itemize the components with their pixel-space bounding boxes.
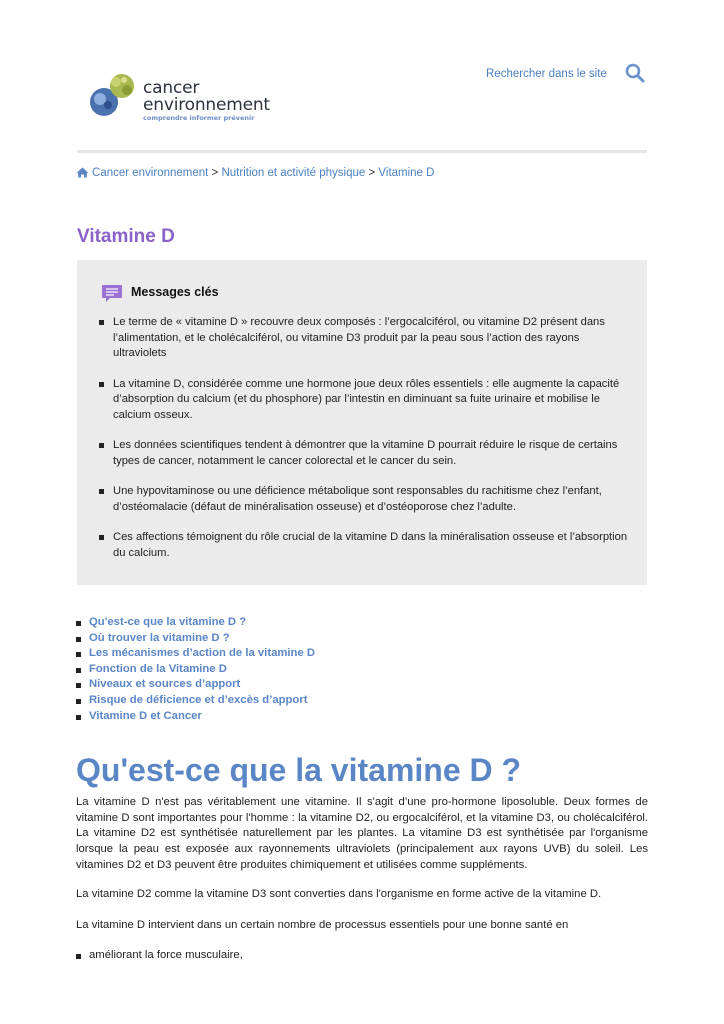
key-message-text: Ces affections témoignent du rôle crucial de la vitamine D dans la minéralisation osseuse et l’absorption du calcium. (113, 531, 628, 559)
bullet-icon (99, 443, 104, 448)
toc-item (76, 710, 315, 726)
list-item-text: améliorant la force musculaire, (89, 949, 243, 961)
toc-item (76, 616, 315, 632)
bullet-icon (76, 652, 81, 657)
key-message-text: Les données scientifiques tendent à démontrer que la vitamine D pourrait réduire le risque de certains types de cancer, notamment le cancer colorectal et le cancer du sein. (113, 439, 618, 467)
home-icon[interactable] (76, 167, 89, 178)
search-link[interactable]: Rechercher dans le site (486, 68, 607, 80)
bullet-icon (99, 489, 104, 494)
table-of-contents (76, 616, 315, 725)
key-message-text: Le terme de « vitamine D » recouvre deux composés : l’ergocalciférol, ou vitamine D2 présent dans l’alimentation, et le cholécalciférol, ou vitamine D3 produit par la peau sous l’action des rayons ultraviolets (113, 316, 605, 359)
bullet-icon (99, 535, 104, 540)
key-message-text: La vitamine D, considérée comme une hormone joue deux rôles essentiels : elle augmente la capacité d’absorption du calcium (et du phosphore) par l’intestin en diminuant sa fuite urinaire et mobilise le calcium osseux. (113, 377, 620, 421)
bullet-icon (76, 668, 81, 673)
toc-link-risque[interactable]: Risque de déficience et d’excès d’apport (89, 693, 308, 706)
key-messages-box (77, 260, 647, 585)
speech-bubble-icon (101, 284, 123, 304)
key-message-item (99, 484, 629, 515)
bullet-icon (76, 637, 81, 642)
list-item (76, 949, 243, 961)
logo-line2: environnement (143, 95, 270, 115)
logo-tagline: comprendre informer prévenir (143, 114, 255, 122)
logo-line1: cancer (143, 78, 200, 98)
bullet-icon (76, 699, 81, 704)
toc-item (76, 663, 315, 679)
breadcrumb-item-vitamine-d[interactable]: Vitamine D (378, 167, 435, 179)
breadcrumb-separator: > (211, 167, 219, 179)
benefits-list (76, 949, 243, 961)
section-paragraph-3: La vitamine D intervient dans un certain nombre de processus essentiels pour une bonne santé en (76, 919, 569, 931)
page-title: Vitamine D (77, 226, 175, 247)
key-message-item (99, 438, 629, 469)
section-paragraph-2: La vitamine D2 comme la vitamine D3 sont converties dans l'organisme en forme active de la vitamine D. (76, 888, 602, 900)
toc-item (76, 694, 315, 710)
logo-text (143, 80, 270, 123)
breadcrumb (76, 167, 434, 179)
key-messages-list (99, 315, 629, 576)
bullet-icon (76, 683, 81, 688)
toc-item (76, 647, 315, 663)
toc-link-quest-ce[interactable]: Qu'est-ce que la vitamine D ? (89, 616, 247, 628)
bullet-icon (76, 954, 81, 959)
breadcrumb-item-nutrition[interactable]: Nutrition et activité physique (221, 167, 366, 179)
header-divider (77, 150, 647, 153)
toc-link-niveaux[interactable]: Niveaux et sources d’apport (89, 678, 241, 691)
toc-link-cancer[interactable]: Vitamine D et Cancer (89, 709, 202, 722)
key-message-item (99, 377, 629, 424)
toc-link-mecanismes[interactable]: Les mécanismes d’action de la vitamine D (89, 647, 316, 660)
key-message-item (99, 530, 629, 561)
bullet-icon (99, 382, 104, 387)
bullet-icon (99, 320, 104, 325)
key-messages-title: Messages clés (131, 285, 219, 299)
breadcrumb-item-home[interactable]: Cancer environnement (92, 167, 209, 179)
section-paragraph-1: La vitamine D n'est pas véritablement une vitamine. Il s'agit d’une pro-hormone liposoluble. Deux formes de vitamine D sont importantes pour l'homme : la vitamine D2, ou ergocalciférol, et la vitamine D3, ou cholécalciférol. La vitamine D2 est synthétisée naturellement par les plantes. La vitamine D3 est synthétisée par l'organisme lorsque la peau est exposée aux rayonnements ultraviolets (principalement aux rayons UVB) du soleil. Les vitamines D2 et D3 peuvent être produites chimiquement et utilisées comme suppléments. (76, 796, 648, 871)
section-title: Qu'est-ce que la vitamine D ? (76, 752, 522, 788)
toc-link-fonction[interactable]: Fonction de la Vitamine D (89, 662, 227, 675)
key-message-item (99, 315, 629, 362)
key-message-text: Une hypovitaminose ou une déficience métabolique sont responsables du rachitisme chez l’enfant, d’ostéomalacie (défaut de minéralisation osseuse) et d’ostéoporose chez l’adulte. (113, 485, 602, 513)
toc-item (76, 678, 315, 694)
bullet-icon (76, 715, 81, 720)
toc-link-ou-trouver[interactable]: Où trouver la vitamine D ? (89, 631, 230, 644)
breadcrumb-separator: > (368, 167, 376, 179)
bullet-icon (76, 621, 81, 626)
toc-item (76, 632, 315, 648)
search-icon[interactable] (625, 63, 645, 83)
